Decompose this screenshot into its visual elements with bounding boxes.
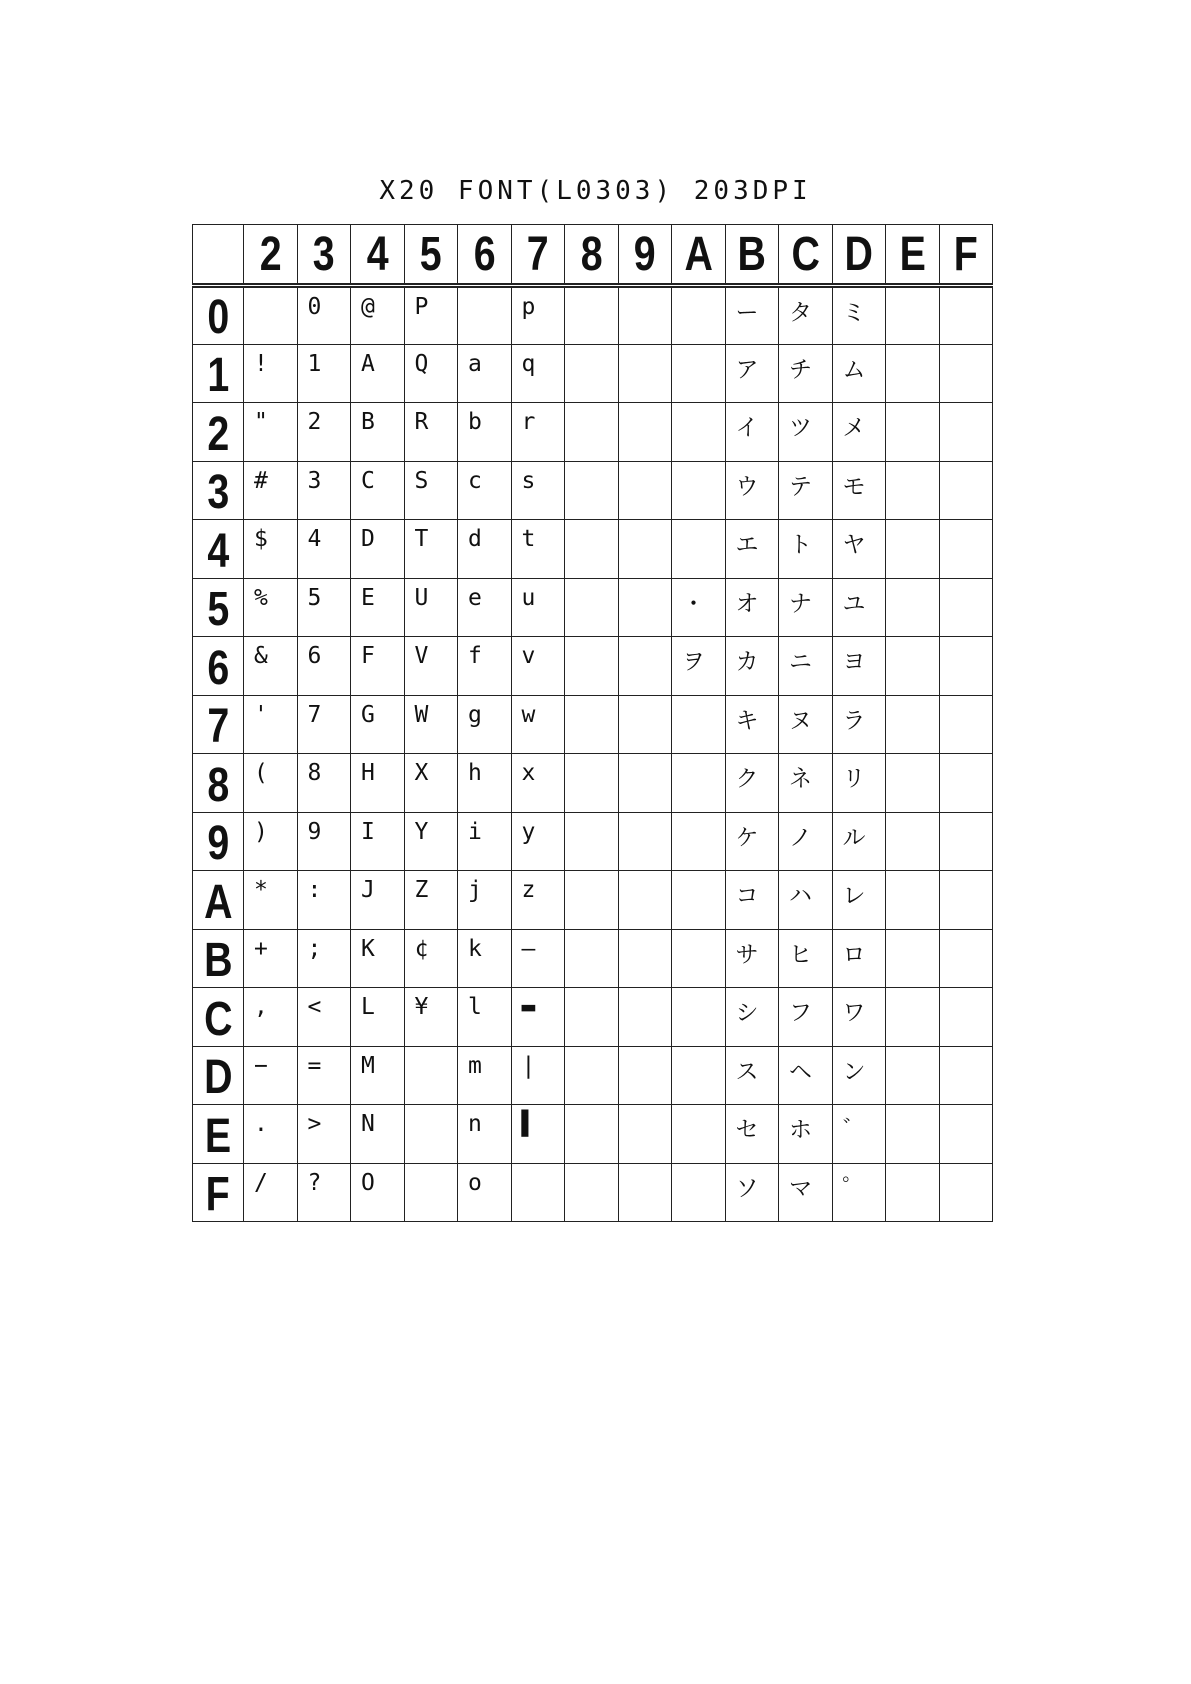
glyph-cell	[886, 1163, 940, 1222]
glyph-cell: 5	[297, 578, 351, 637]
glyph-cell	[672, 812, 726, 871]
glyph-cell	[939, 929, 993, 988]
glyph-cell	[939, 988, 993, 1047]
glyph-cell: ケ	[725, 812, 779, 871]
glyph-cell	[565, 403, 619, 462]
glyph-cell	[618, 578, 672, 637]
glyph-cell: セ	[725, 1105, 779, 1164]
glyph-cell: t	[511, 520, 565, 579]
glyph-cell: l	[458, 988, 512, 1047]
glyph-cell: D	[351, 520, 405, 579]
glyph-cell	[618, 344, 672, 403]
glyph-cell: ー	[725, 286, 779, 345]
glyph-cell: G	[351, 695, 405, 754]
column-header: B	[730, 225, 774, 286]
table-row	[193, 578, 993, 637]
glyph-cell: ノ	[779, 812, 833, 871]
glyph-cell: シ	[725, 988, 779, 1047]
column-header: 7	[516, 225, 560, 286]
glyph-cell: P	[404, 286, 458, 345]
row-header-label: F	[205, 1168, 231, 1221]
glyph-cell: ¥	[404, 988, 458, 1047]
glyph-cell	[618, 403, 672, 462]
table-row	[193, 1046, 993, 1105]
glyph-cell: ウ	[725, 461, 779, 520]
glyph-cell	[404, 1105, 458, 1164]
glyph-cell: 0	[297, 286, 351, 345]
glyph-cell: Z	[404, 871, 458, 930]
table-row	[193, 754, 993, 813]
glyph-cell: ヨ	[832, 637, 886, 696]
glyph-cell: b	[458, 403, 512, 462]
glyph-cell	[618, 695, 672, 754]
glyph-cell	[565, 929, 619, 988]
row-header-label: 8	[207, 758, 229, 812]
glyph-cell: (	[244, 754, 298, 813]
glyph-cell	[672, 344, 726, 403]
glyph-cell: f	[458, 637, 512, 696]
glyph-cell	[565, 461, 619, 520]
glyph-cell: x	[511, 754, 565, 813]
glyph-cell: *	[244, 871, 298, 930]
glyph-cell: s	[511, 461, 565, 520]
glyph-cell	[672, 1046, 726, 1105]
glyph-cell	[672, 1163, 726, 1222]
glyph-cell: q	[511, 344, 565, 403]
glyph-cell: ヒ	[779, 929, 833, 988]
column-header: 9	[623, 225, 667, 286]
page-title: X20 FONT(L0303) 203DPI	[379, 176, 812, 206]
glyph-cell: c	[458, 461, 512, 520]
glyph-cell	[672, 520, 726, 579]
glyph-cell: ▌	[511, 1105, 565, 1164]
glyph-cell	[672, 871, 726, 930]
glyph-cell	[618, 1105, 672, 1164]
glyph-cell	[672, 695, 726, 754]
glyph-cell: ム	[832, 344, 886, 403]
column-header: C	[783, 225, 827, 286]
glyph-cell: ハ	[779, 871, 833, 930]
table-row	[193, 461, 993, 520]
glyph-cell: −	[244, 1046, 298, 1105]
glyph-cell: エ	[725, 520, 779, 579]
glyph-cell	[939, 812, 993, 871]
glyph-cell	[672, 286, 726, 345]
glyph-cell: Y	[404, 812, 458, 871]
glyph-cell	[886, 578, 940, 637]
glyph-cell	[886, 520, 940, 579]
glyph-cell: ラ	[832, 695, 886, 754]
row-header-label: 3	[207, 466, 229, 519]
glyph-cell	[939, 520, 993, 579]
glyph-cell	[939, 344, 993, 403]
glyph-cell: :	[297, 871, 351, 930]
glyph-cell	[886, 929, 940, 988]
row-header	[193, 929, 244, 988]
glyph-cell: ソ	[725, 1163, 779, 1222]
table-body	[193, 286, 993, 1222]
glyph-cell: ア	[725, 344, 779, 403]
glyph-cell: !	[244, 344, 298, 403]
glyph-cell: j	[458, 871, 512, 930]
glyph-cell	[618, 461, 672, 520]
glyph-cell: 8	[297, 754, 351, 813]
glyph-cell	[511, 1163, 565, 1222]
glyph-cell: +	[244, 929, 298, 988]
glyph-cell: ワ	[832, 988, 886, 1047]
glyph-cell: h	[458, 754, 512, 813]
glyph-cell: カ	[725, 637, 779, 696]
glyph-cell	[672, 988, 726, 1047]
row-header-label: 4	[207, 524, 229, 578]
row-header	[193, 461, 244, 520]
column-header: A	[676, 225, 720, 286]
glyph-cell	[404, 1163, 458, 1222]
table-row	[193, 812, 993, 871]
glyph-cell	[565, 1105, 619, 1164]
row-header	[193, 754, 244, 813]
glyph-cell: A	[351, 344, 405, 403]
glyph-cell	[565, 286, 619, 345]
character-table	[192, 224, 993, 1222]
glyph-cell	[618, 871, 672, 930]
glyph-cell: 6	[297, 637, 351, 696]
glyph-cell: —	[511, 929, 565, 988]
glyph-cell: ニ	[779, 637, 833, 696]
glyph-cell: ト	[779, 520, 833, 579]
glyph-cell: )	[244, 812, 298, 871]
glyph-cell	[404, 1046, 458, 1105]
glyph-cell: 7	[297, 695, 351, 754]
glyph-cell	[886, 461, 940, 520]
glyph-cell: ¢	[404, 929, 458, 988]
row-header-label: C	[203, 992, 233, 1046]
glyph-cell: a	[458, 344, 512, 403]
glyph-cell: m	[458, 1046, 512, 1105]
glyph-cell: ,	[244, 988, 298, 1047]
glyph-cell: ヤ	[832, 520, 886, 579]
glyph-cell: サ	[725, 929, 779, 988]
glyph-cell	[565, 578, 619, 637]
column-header-row	[193, 225, 993, 286]
glyph-cell: L	[351, 988, 405, 1047]
glyph-cell: ク	[725, 754, 779, 813]
glyph-cell: N	[351, 1105, 405, 1164]
glyph-cell	[458, 286, 512, 345]
glyph-cell: n	[458, 1105, 512, 1164]
glyph-cell: @	[351, 286, 405, 345]
glyph-cell: モ	[832, 461, 886, 520]
glyph-cell: W	[404, 695, 458, 754]
glyph-cell: チ	[779, 344, 833, 403]
glyph-cell	[939, 637, 993, 696]
table-row	[193, 695, 993, 754]
glyph-cell	[886, 637, 940, 696]
glyph-cell	[939, 286, 993, 345]
glyph-cell: ヌ	[779, 695, 833, 754]
row-header-label: B	[203, 934, 233, 987]
glyph-cell	[565, 637, 619, 696]
table-row	[193, 871, 993, 930]
column-header: 6	[462, 225, 506, 286]
row-header-label: D	[203, 1051, 233, 1104]
row-header-label: 7	[207, 700, 229, 753]
glyph-cell	[886, 812, 940, 871]
glyph-cell	[244, 286, 298, 345]
glyph-cell: マ	[779, 1163, 833, 1222]
glyph-cell	[672, 754, 726, 813]
glyph-cell	[886, 403, 940, 462]
column-header: F	[944, 225, 988, 286]
glyph-cell: F	[351, 637, 405, 696]
glyph-cell: コ	[725, 871, 779, 930]
row-header-label: 0	[207, 290, 229, 344]
row-header	[193, 695, 244, 754]
glyph-cell: ?	[297, 1163, 351, 1222]
glyph-cell: r	[511, 403, 565, 462]
glyph-cell	[672, 1105, 726, 1164]
glyph-cell: I	[351, 812, 405, 871]
column-header: 8	[569, 225, 613, 286]
glyph-cell	[939, 1105, 993, 1164]
glyph-cell: ス	[725, 1046, 779, 1105]
glyph-cell	[565, 871, 619, 930]
glyph-cell: V	[404, 637, 458, 696]
glyph-cell	[939, 578, 993, 637]
glyph-cell: z	[511, 871, 565, 930]
row-header-label: A	[203, 875, 233, 929]
glyph-cell: テ	[779, 461, 833, 520]
table-row	[193, 1163, 993, 1222]
glyph-cell: |	[511, 1046, 565, 1105]
row-header	[193, 520, 244, 579]
column-header: D	[837, 225, 881, 286]
column-header: 3	[302, 225, 346, 286]
row-header	[193, 1163, 244, 1222]
glyph-cell: ゜	[832, 1163, 886, 1222]
column-header: E	[890, 225, 934, 286]
glyph-cell	[886, 1105, 940, 1164]
row-header	[193, 988, 244, 1047]
glyph-cell: B	[351, 403, 405, 462]
row-header-label: 9	[207, 817, 229, 870]
glyph-cell: ▬	[511, 988, 565, 1047]
glyph-cell: T	[404, 520, 458, 579]
glyph-cell: M	[351, 1046, 405, 1105]
table-row	[193, 286, 993, 345]
glyph-cell	[618, 929, 672, 988]
table-row	[193, 988, 993, 1047]
column-header: 2	[248, 225, 292, 286]
glyph-cell: y	[511, 812, 565, 871]
glyph-cell: e	[458, 578, 512, 637]
glyph-cell: ル	[832, 812, 886, 871]
table-row	[193, 344, 993, 403]
row-header-label: 6	[207, 641, 229, 695]
glyph-cell: w	[511, 695, 565, 754]
glyph-cell: メ	[832, 403, 886, 462]
glyph-cell	[618, 520, 672, 579]
row-header	[193, 637, 244, 696]
glyph-cell: %	[244, 578, 298, 637]
glyph-cell: =	[297, 1046, 351, 1105]
glyph-cell: ン	[832, 1046, 886, 1105]
glyph-cell: i	[458, 812, 512, 871]
glyph-cell: E	[351, 578, 405, 637]
row-header	[193, 286, 244, 345]
glyph-cell: d	[458, 520, 512, 579]
glyph-cell	[565, 754, 619, 813]
glyph-cell: キ	[725, 695, 779, 754]
glyph-cell: o	[458, 1163, 512, 1222]
glyph-cell: K	[351, 929, 405, 988]
table-row	[193, 929, 993, 988]
glyph-cell	[672, 929, 726, 988]
glyph-cell	[886, 871, 940, 930]
glyph-cell	[939, 1046, 993, 1105]
glyph-cell: リ	[832, 754, 886, 813]
glyph-cell: ネ	[779, 754, 833, 813]
glyph-cell: 1	[297, 344, 351, 403]
table-row	[193, 1105, 993, 1164]
glyph-cell	[886, 695, 940, 754]
row-header-label: 5	[207, 583, 229, 636]
glyph-cell: H	[351, 754, 405, 813]
glyph-cell	[565, 1163, 619, 1222]
glyph-cell: ゛	[832, 1105, 886, 1164]
glyph-cell: u	[511, 578, 565, 637]
glyph-cell: ユ	[832, 578, 886, 637]
table-row	[193, 403, 993, 462]
glyph-cell: ヲ	[672, 637, 726, 696]
glyph-cell: $	[244, 520, 298, 579]
corner-cell	[193, 225, 244, 286]
glyph-cell	[618, 286, 672, 345]
row-header	[193, 403, 244, 462]
glyph-cell	[672, 461, 726, 520]
glyph-cell: ヘ	[779, 1046, 833, 1105]
glyph-cell: ナ	[779, 578, 833, 637]
glyph-cell: 2	[297, 403, 351, 462]
row-header-label: E	[204, 1109, 232, 1163]
glyph-cell: イ	[725, 403, 779, 462]
glyph-cell: /	[244, 1163, 298, 1222]
glyph-cell: タ	[779, 286, 833, 345]
glyph-cell: J	[351, 871, 405, 930]
glyph-cell	[618, 1163, 672, 1222]
glyph-cell	[618, 988, 672, 1047]
glyph-cell: ツ	[779, 403, 833, 462]
glyph-cell	[565, 988, 619, 1047]
row-header-label: 2	[207, 407, 229, 461]
glyph-cell: ミ	[832, 286, 886, 345]
glyph-cell	[565, 695, 619, 754]
glyph-cell: ・	[672, 578, 726, 637]
column-header: 4	[355, 225, 399, 286]
row-header	[193, 344, 244, 403]
glyph-cell: g	[458, 695, 512, 754]
glyph-cell: S	[404, 461, 458, 520]
glyph-cell	[565, 812, 619, 871]
glyph-cell	[565, 344, 619, 403]
glyph-cell: "	[244, 403, 298, 462]
glyph-cell	[939, 754, 993, 813]
table-row	[193, 520, 993, 579]
row-header	[193, 871, 244, 930]
glyph-cell	[565, 520, 619, 579]
glyph-cell: &	[244, 637, 298, 696]
glyph-cell: ホ	[779, 1105, 833, 1164]
glyph-cell: R	[404, 403, 458, 462]
column-header: 5	[409, 225, 453, 286]
glyph-cell: >	[297, 1105, 351, 1164]
glyph-cell: ;	[297, 929, 351, 988]
glyph-cell: '	[244, 695, 298, 754]
glyph-cell: 4	[297, 520, 351, 579]
glyph-cell	[618, 812, 672, 871]
glyph-cell: C	[351, 461, 405, 520]
glyph-cell	[886, 1046, 940, 1105]
glyph-cell	[618, 637, 672, 696]
glyph-cell	[939, 695, 993, 754]
glyph-cell: <	[297, 988, 351, 1047]
glyph-cell: オ	[725, 578, 779, 637]
glyph-cell	[565, 1046, 619, 1105]
row-header	[193, 1105, 244, 1164]
glyph-cell	[672, 403, 726, 462]
glyph-cell	[886, 286, 940, 345]
glyph-cell: O	[351, 1163, 405, 1222]
row-header	[193, 1046, 244, 1105]
glyph-cell: フ	[779, 988, 833, 1047]
glyph-cell	[939, 461, 993, 520]
glyph-cell: ロ	[832, 929, 886, 988]
glyph-cell: 9	[297, 812, 351, 871]
glyph-cell	[939, 871, 993, 930]
glyph-cell	[618, 1046, 672, 1105]
glyph-cell: .	[244, 1105, 298, 1164]
glyph-cell	[886, 988, 940, 1047]
glyph-cell: レ	[832, 871, 886, 930]
glyph-cell	[886, 344, 940, 403]
glyph-cell: k	[458, 929, 512, 988]
glyph-cell: #	[244, 461, 298, 520]
glyph-cell: Q	[404, 344, 458, 403]
table-row	[193, 637, 993, 696]
glyph-cell	[618, 754, 672, 813]
glyph-cell: p	[511, 286, 565, 345]
glyph-cell: v	[511, 637, 565, 696]
glyph-cell: U	[404, 578, 458, 637]
glyph-cell	[939, 403, 993, 462]
glyph-cell: 3	[297, 461, 351, 520]
row-header	[193, 578, 244, 637]
glyph-cell	[886, 754, 940, 813]
row-header	[193, 812, 244, 871]
glyph-cell	[939, 1163, 993, 1222]
glyph-cell: X	[404, 754, 458, 813]
row-header-label: 1	[207, 349, 229, 402]
